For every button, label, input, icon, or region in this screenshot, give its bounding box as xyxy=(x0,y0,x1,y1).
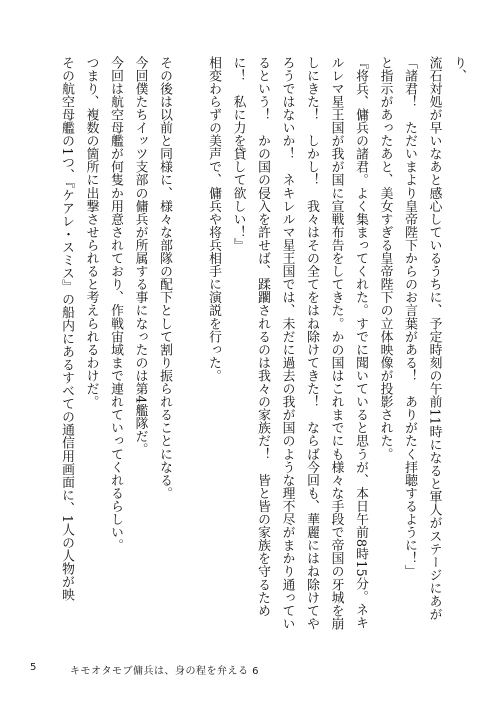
text-line: と指示があったあと、美女すぎる皇帝陛下の立体映像が投影された。 xyxy=(377,56,393,461)
text-line: しにきた！ しかし！ 我々はその全てをはね除けてきた！ ならば今回も、華麗にはね除けてや xyxy=(304,56,319,631)
text-line: その後は以前と同様に、様々な部隊の配下として割り振られることになる。 xyxy=(157,56,172,500)
text-line: 『将兵、傭兵の諸君。よく集まってくれた。すでに聞いていると思うが、本日午前8時15分。ネキ xyxy=(353,56,368,630)
text-line: ろうではないか！ ネキレルマ星王国では、未だに過去の我が国のような理不尽がまかり通ってい xyxy=(279,56,295,631)
text-line: 相変わらずの美声で、傭兵や将兵相手に演説を行った。 xyxy=(206,56,221,383)
running-title: キモオタモブ傭兵は、身の程を弁える 6 xyxy=(70,666,260,677)
page-footer xyxy=(30,662,470,680)
text-line: 今回僕たちイッツ支部の傭兵が所属する事になったのは第4艦隊だ。 xyxy=(132,56,148,456)
text-line: り、 xyxy=(451,56,466,83)
vertical-body-text xyxy=(20,56,470,658)
text-line: に！ 私に力を貸して欲しい！』 xyxy=(230,56,246,252)
text-line: その航空母艦の1つ、『ケアレ・スミス』の船内にあるすべての通信用画面に、1人の人物が映 xyxy=(59,56,74,602)
page-number: 5 xyxy=(30,662,37,673)
text-line xyxy=(176,56,201,658)
text-line: ルレマ星王国が我が国に宣戦布告をしてきた。かの国はこれまでにも様々な手段で帝国の牙城を崩 xyxy=(328,56,344,631)
text-line: つまり、複数の箇所に出撃させられると考えられるわけだ。 xyxy=(83,56,99,409)
text-line: 流石対処が早いなあと感心しているうちに、予定時刻の午前11時になると軍人がステージにあが xyxy=(426,56,442,621)
text-line: るという！ かの国の侵入を許せば、蹂躙されるのは我々の家族だ！ 皆と皆の家族を守るため xyxy=(255,56,270,618)
text-line: 「諸君！ ただいまより皇帝陛下からのお言葉がある！ ありがたく拝聴するように！」 xyxy=(402,56,417,578)
text-line: 今回は航空母艦が何隻か用意されており、作戦宙域まで連れていってくれるらしい。 xyxy=(108,56,123,552)
